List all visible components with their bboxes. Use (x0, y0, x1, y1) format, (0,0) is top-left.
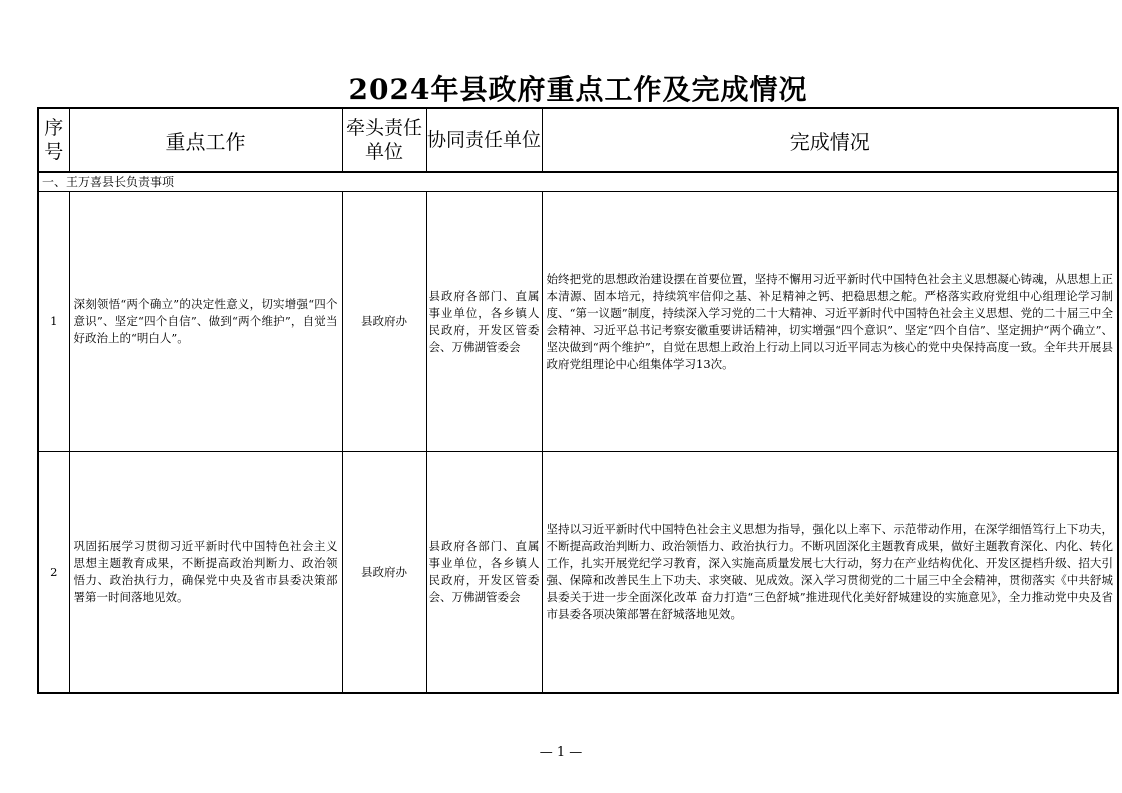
work-table (37, 107, 1119, 694)
row-co-unit: 县政府各部门、直属事业单位，各乡镇人民政府，开发区管委会、万佛湖管委会 (426, 192, 542, 452)
table-row (38, 192, 1118, 452)
header-seq: 序号 (38, 108, 69, 172)
row-key-work: 深刻领悟“两个确立”的决定性意义，切实增强“四个意识”、坚定“四个自信”、做到“两个维护”，自觉当好政治上的“明白人”。 (69, 192, 342, 452)
header-lead-unit: 牵头责任单位 (342, 108, 426, 172)
row-status: 始终把党的思想政治建设摆在首要位置，坚持不懈用习近平新时代中国特色社会主义思想凝心铸魂，从思想上正本清源、固本培元，持续筑牢信仰之基、补足精神之钙、把稳思想之舵。严格落实政府党组中心组理论学习制度、“第一议题”制度，持续深入学习党的二十大精神、习近平新时代中国特色社会主义思想、党的二十届三中全会精神、习近平总书记考察安徽重要讲话精神，切实增强“四个意识”、坚定“四个自信”、坚定拥护“两个确立”、坚决做到“两个维护”，自觉在思想上政治上行动上同以习近平同志为核心的党中央保持高度一致。全年共开展县政府党组理论中心组集体学习13次。 (542, 192, 1118, 452)
section-title: 一、王万喜县长负责事项 (38, 172, 1118, 192)
page-title: 2024年县政府重点工作及完成情况 (348, 73, 808, 106)
row-status: 坚持以习近平新时代中国特色社会主义思想为指导，强化以上率下、示范带动作用，在深学细悟笃行上下功夫，不断提高政治判断力、政治领悟力、政治执行力。不断巩固深化主题教育成果，做好主题教育深化、内化、转化工作，扎实开展党纪学习教育，深入实施高质量发展七大行动，努力在产业结构优化、开发区提档升级、招大引强、保障和改善民生上下功夫、求突破、见成效。深入学习贯彻党的二十届三中全会精神，贯彻落实《中共舒城县委关于进一步全面深化改革 奋力打造“三色舒城”推进现代化美好舒城建设的实施意见》，全力推动党中央及省市县委各项决策部署在舒城落地见效。 (542, 452, 1118, 694)
table-header-row (38, 108, 1118, 172)
row-seq: 1 (38, 192, 69, 452)
row-lead-unit: 县政府办 (342, 452, 426, 694)
row-co-unit: 县政府各部门、直属事业单位，各乡镇人民政府，开发区管委会、万佛湖管委会 (426, 452, 542, 694)
row-seq: 2 (38, 452, 69, 694)
header-status: 完成情况 (542, 108, 1118, 172)
header-co-unit: 协同责任单位 (426, 108, 542, 172)
header-key-work: 重点工作 (69, 108, 342, 172)
row-lead-unit: 县政府办 (342, 192, 426, 452)
section-row (38, 172, 1118, 192)
row-key-work: 巩固拓展学习贯彻习近平新时代中国特色社会主义思想主题教育成果，不断提高政治判断力、政治领悟力、政治执行力，确保党中央及省市县委决策部署第一时间落地见效。 (69, 452, 342, 694)
table-row (38, 452, 1118, 694)
page-number: — 1 — (539, 745, 583, 760)
